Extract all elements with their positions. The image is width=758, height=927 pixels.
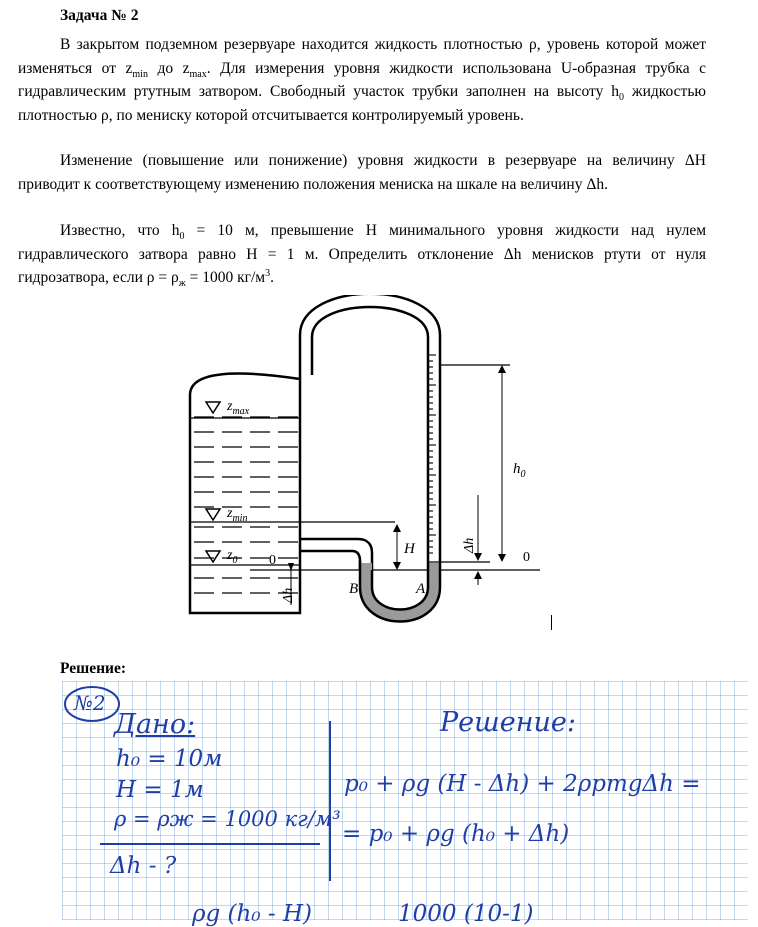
reservoir-diagram [180,295,550,630]
solution-label: Решение: [60,660,127,677]
given-rho: ρ = ρж = 1000 кг/м³ [114,807,341,831]
bottom-expression-right: 1000 (10-1) [398,901,534,927]
u-tube-top [300,295,440,560]
z-min-label: $z_{min}$ [227,506,248,524]
handwritten-solution [62,681,748,927]
h0-label: $h_0$ [513,461,526,480]
A-label: A [416,581,426,597]
task-paragraph-2: Изменение (повышение или понижение) уровня жидкости в резервуаре на величину ΔH приводит к соответствующему изменению положения мениска на шкале на величину Δh. [18,152,706,193]
H-label: H [404,541,415,557]
zero-label-left: 0 [269,553,276,568]
B-label: B [349,581,359,597]
problem-number: №2 [74,691,106,715]
task-title: Задача № 2 [60,7,139,24]
task-paragraph-1: В закрытом подземном резервуаре находится жидкость плотностью ρ, уровень которой может изменяться от $z_{min}$ до $z_{max}$. Для измерения уровня жидкости использована U-образная трубка с гидравлическим ртутным затвором. Свободный участок трубки заполнен на высоту $h_0$ жидкостью плотностью ρ, по мениску которой отсчитывается контролируемый уровень. [18,36,706,124]
dh-right-label: Δh [462,537,477,553]
text-cursor [551,615,552,630]
equation-line-1: p₀ + ρg (H - Δh) + 2ρртgΔh = [344,771,701,797]
given-h0: h₀ = 10м [116,746,223,772]
given-H: H = 1м [116,777,204,803]
dh-left-label: Δh [281,587,296,603]
equation-line-2: = p₀ + ρg (h₀ + Δh) [342,821,570,847]
given-title: Дано: [114,709,196,740]
task-paragraph-3: Известно, что $h_0 = 10$ м, превышение H минимального уровня жидкости над нулем гидравлического затвора равно H = 1 м. Определить отклонение Δh менисков ртути от нуля гидрозатвора, если $\rho = \rho_ж = 1000$ $кг/м^3$. [18,222,707,290]
bottom-expression-left: ρg (h₀ - H) [192,901,312,927]
zero-label-right: 0 [523,550,530,565]
z-max-label: $z_{max}$ [227,399,250,417]
solution-title: Решение: [440,707,576,738]
find: Δh - ? [110,853,177,879]
z-0-label: $z_0$ [227,548,238,566]
